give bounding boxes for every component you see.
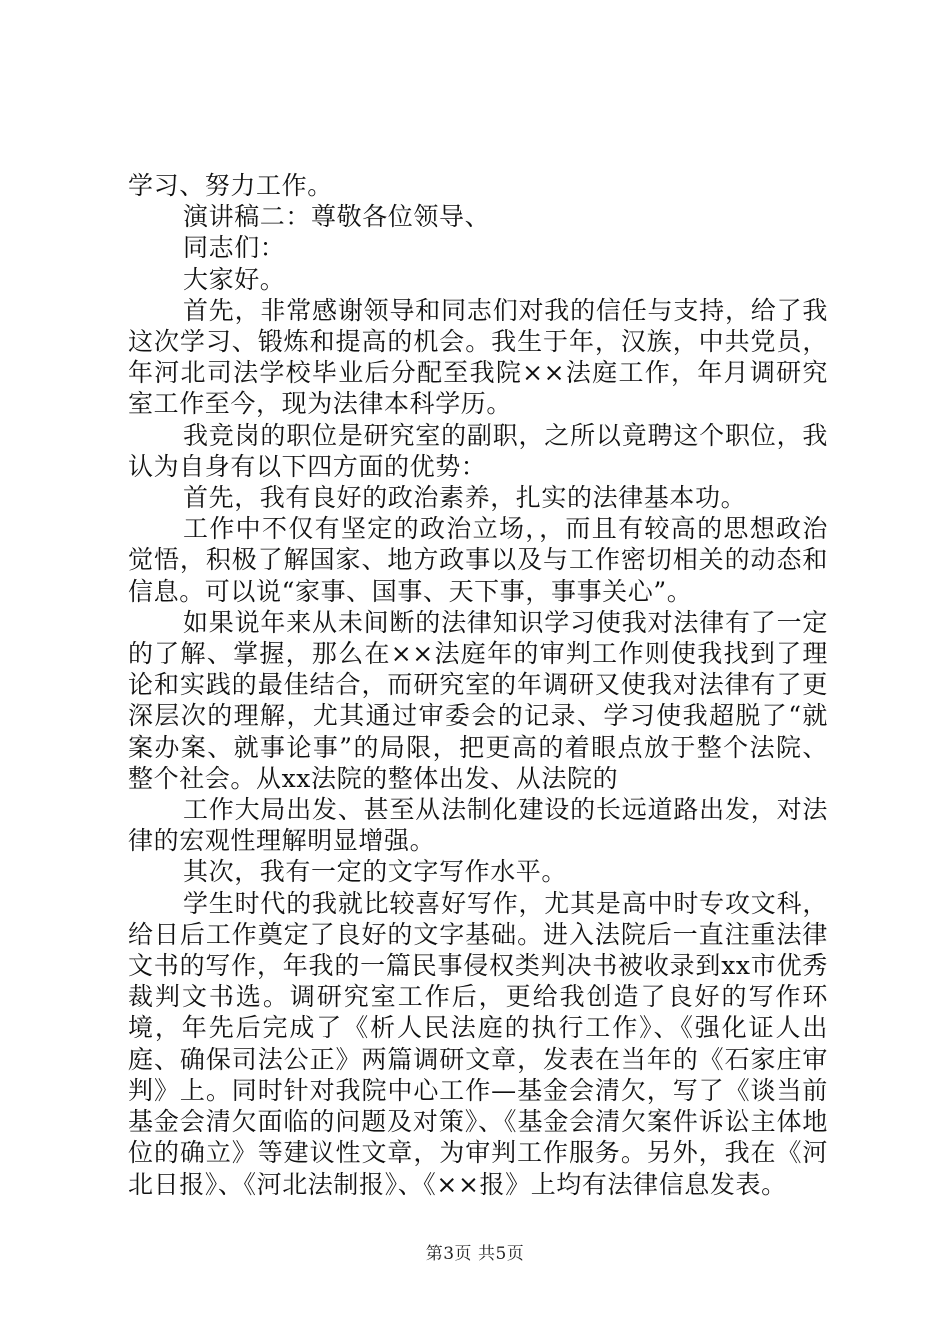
- paragraph: 首先，非常感谢领导和同志们对我的信任与支持，给了我这次学习、锻炼和提高的机会。我生于年，汉族，中共党员，年河北司法学校毕业后分配至我院××法庭工作，年月调研究室工作至今，现为法律本科学历。: [128, 295, 828, 419]
- paragraph: 学习、努力工作。: [128, 171, 333, 200]
- paragraph: 同志们：: [183, 233, 286, 263]
- paragraph: 首先，我有良好的政治素养，扎实的法律基本功。: [183, 483, 747, 513]
- paragraph: 演讲稿二：尊敬各位领导、: [183, 202, 491, 232]
- paragraph: 大家好。: [183, 264, 286, 294]
- paragraph: 工作大局出发、甚至从法制化建设的长远道路出发，对法律的宏观性理解明显增强。: [128, 795, 828, 856]
- body-text: [128, 170, 828, 1200]
- paragraph: 我竞岗的职位是研究室的副职，之所以竟聘这个职位，我认为自身有以下四方面的优势：: [128, 420, 828, 481]
- paragraph: 其次，我有一定的文字写作水平。: [183, 857, 568, 887]
- page-number: 第3页 共5页: [425, 1244, 525, 1264]
- paragraph: 工作中不仅有坚定的政治立场，，而且有较高的思想政治觉悟，积极了解国家、地方政事以及与工作密切相关的动态和信息。可以说“家事、国事、天下事，事事关心”。: [128, 514, 828, 606]
- page-footer: [0, 1239, 950, 1264]
- paragraph: 如果说年来从未间断的法律知识学习使我对法律有了一定的了解、掌握，那么在××法庭年的审判工作则使我找到了理论和实践的最佳结合，而研究室的年调研又使我对法律有了更深层次的理解，尤其通过审委会的记录、学习使我超脱了“就案办案、就事论事”的局限，把更高的着眼点放于整个法院、整个社会。从xx法院的整体出发、从法院的: [128, 607, 828, 793]
- paragraph: 学生时代的我就比较喜好写作，尤其是高中时专攻文科，给日后工作奠定了良好的文字基础。进入法院后一直注重法律文书的写作，年我的一篇民事侵权类判决书被收录到xx市优秀裁判文书选。调研究室工作后，更给我创造了良好的写作环境，年先后完成了《析人民法庭的执行工作》、《强化证人出庭、确保司法公正》两篇调研文章，发表在当年的《石家庄审判》上。同时针对我院中心工作—基金会清欠，写了《谈当前基金会清欠面临的问题及对策》、《基金会清欠案件诉讼主体地位的确立》等建议性文章，为审判工作服务。另外，我在《河北日报》、《河北法制报》、《××报》上均有法律信息发表。: [128, 888, 828, 1199]
